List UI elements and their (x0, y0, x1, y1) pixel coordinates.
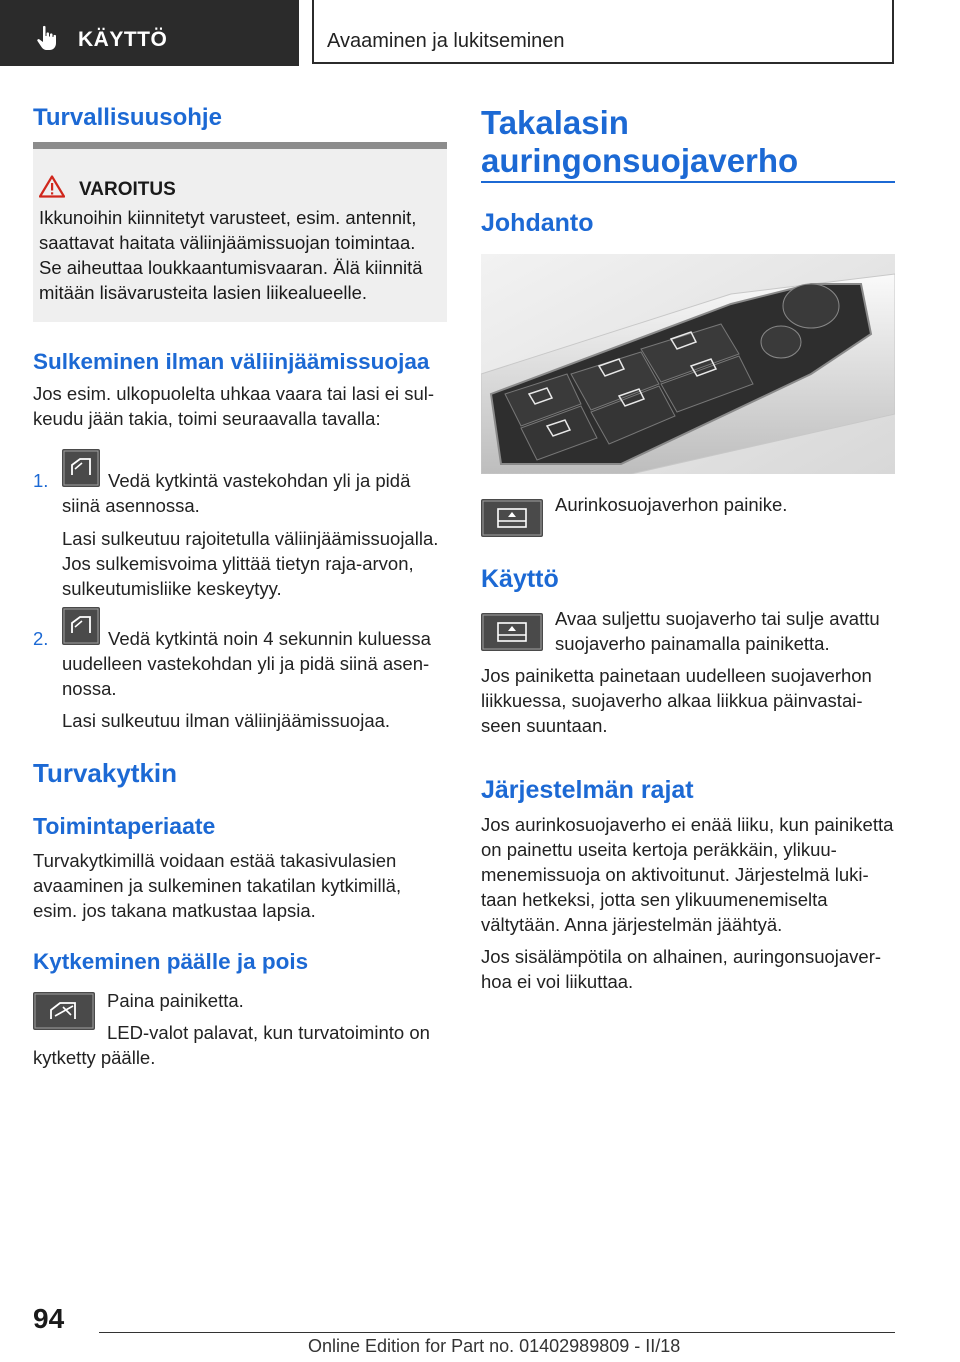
paragraph-limits-2: Jos sisälämpötila on alhainen, auringonsuojaverhoa ei voi liikuttaa. (481, 946, 882, 992)
footer-edition: Online Edition for Part no. 01402989809 - II/18 (308, 1336, 681, 1356)
chapter-title: Avaaminen ja lukitseminen (327, 30, 565, 52)
page-number: 94 (33, 1303, 65, 1334)
paragraph-on-off-2: LED-valot palavat, kun turvatoiminto on kytketty päälle. (33, 1022, 430, 1068)
step-number: 1. (33, 470, 49, 491)
paragraph-limits: Jos aurinkosuojaverho ei enää liiku, kun painiketta on painettu useita kertoja peräkkäin, ylikuumenemissuoja on aktivoitunut. Järjestelmä lukitaan hetkeksi, jotta sen ylikuumenemiselta vältytään. Anna järjestelmän jäähtyä. (481, 814, 894, 935)
heading-principle: Toimintaperiaate (33, 813, 216, 839)
heading-use: Käyttö (481, 565, 559, 593)
heading-safety-switch: Turvakytkin (33, 758, 178, 788)
warning-box (33, 142, 447, 322)
section-title: KÄYTTÖ (78, 28, 168, 51)
paragraph-close: Jos esim. ulkopuolelta uhkaa vaara tai lasi ei sulkeudu jään takia, toimi seuraavalla tavalla: (33, 383, 435, 429)
section-tab (0, 0, 299, 66)
warning-triangle-icon (39, 175, 65, 198)
heading-intro: Johdanto (481, 209, 594, 237)
sunblind-button-icon (481, 613, 543, 651)
sunblind-button-icon (481, 499, 543, 537)
footer-rule (99, 1332, 895, 1333)
heading-rule (481, 181, 895, 183)
hand-pointer-icon (34, 24, 62, 52)
warning-title: VAROITUS (79, 179, 176, 200)
chapter-tab (312, 0, 894, 64)
paragraph-on-off-1: Paina painiketta. (107, 990, 244, 1011)
photo-caption: Aurinkosuojaverhon painike. (555, 494, 788, 515)
heading-main: Takalasin auringonsuojaverho (481, 104, 799, 179)
step-text: Vedä kytkintä noin 4 sekunnin kuluessa uudelleen vastekohdan yli ja pidä siinä asennossa. (62, 628, 431, 699)
heading-close-without-protection: Sulkeminen ilman väliinjäämissuojaa (33, 349, 430, 374)
paragraph-use-2: Jos painiketta painetaan uudelleen suojaverhon liikkuessa, suojaverho alkaa liikkua päinvastaiseen suuntaan. (481, 665, 872, 736)
step-number: 2. (33, 628, 49, 649)
warning-text: Ikkunoihin kiinnitetyt varusteet, esim. antennit, saattavat haitata väliinjäämissuojan toimintaa. Se aiheuttaa loukkaantumisvaaran. Älä kiinnitä mitään lisävarusteita lasien liikealueelle. (39, 207, 423, 303)
switch-panel-photo (481, 254, 895, 474)
heading-on-off: Kytkeminen päälle ja pois (33, 949, 309, 974)
step-note: Lasi sulkeutuu ilman väliinjäämissuojaa. (62, 710, 391, 731)
step-text: Vedä kytkintä vastekohdan yli ja pidä siinä asennossa. (62, 470, 411, 516)
heading-limits: Järjestelmän rajat (481, 776, 694, 804)
step-note: Lasi sulkeutuu rajoitetulla väliinjäämissuojalla. Jos sulkemisvoima ylittää tietyn raja-arvon, sulkeutumisliike keskeytyy. (62, 528, 439, 599)
heading-safety: Turvallisuusohje (33, 104, 222, 131)
paragraph-principle: Turvakytkimillä voidaan estää takasivulasien avaaminen ja sulkeminen takatilan kytkimillä, esim. jos takana matkustaa lapsia. (33, 850, 402, 921)
paragraph-use: Avaa suljettu suojaverho tai sulje avattu suojaverho painamalla painiketta. (555, 608, 880, 654)
